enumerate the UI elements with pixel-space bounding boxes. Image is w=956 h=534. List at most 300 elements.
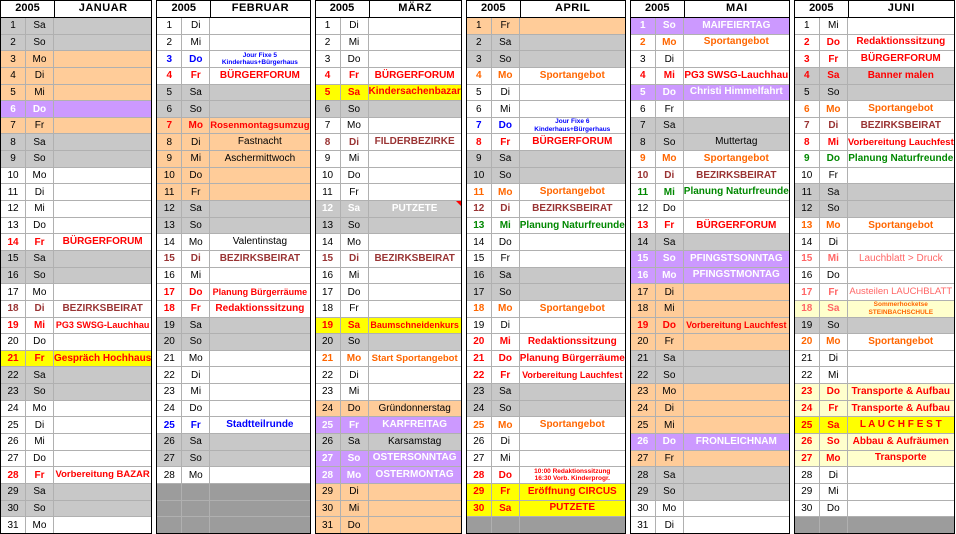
weekday-cell[interactable]: Mo — [820, 218, 848, 234]
event-cell[interactable] — [54, 417, 151, 433]
event-cell[interactable] — [54, 451, 151, 467]
event-cell[interactable] — [848, 168, 954, 184]
event-cell[interactable] — [520, 218, 625, 234]
weekday-cell[interactable]: So — [492, 284, 520, 300]
event-cell[interactable] — [210, 417, 309, 433]
day-number-cell[interactable]: 17 — [467, 284, 492, 300]
weekday-cell[interactable]: Di — [656, 51, 684, 67]
day-number-cell[interactable]: 24 — [316, 401, 341, 417]
weekday-cell[interactable]: Mi — [492, 334, 520, 350]
weekday-cell[interactable]: So — [656, 134, 684, 150]
weekday-cell[interactable]: So — [492, 401, 520, 417]
day-number-cell[interactable]: 18 — [467, 301, 492, 317]
event-cell[interactable] — [520, 501, 625, 517]
day-number-cell[interactable]: 2 — [157, 35, 182, 51]
event-cell[interactable] — [684, 201, 789, 217]
event-cell[interactable] — [210, 134, 309, 150]
weekday-cell[interactable]: Di — [820, 351, 848, 367]
day-number-cell[interactable]: 12 — [157, 201, 182, 217]
event-cell[interactable] — [54, 334, 151, 350]
event-cell[interactable] — [210, 467, 309, 483]
weekday-cell[interactable]: Di — [656, 284, 684, 300]
day-number-cell[interactable]: 10 — [631, 168, 656, 184]
weekday-cell[interactable]: So — [820, 318, 848, 334]
day-number-cell[interactable]: 24 — [1, 401, 26, 417]
day-number-cell[interactable]: 11 — [467, 184, 492, 200]
weekday-cell[interactable]: Mo — [492, 301, 520, 317]
weekday-cell[interactable]: Fr — [656, 101, 684, 117]
day-number-cell[interactable]: 30 — [1, 501, 26, 517]
weekday-cell[interactable]: So — [26, 501, 54, 517]
weekday-cell[interactable]: Do — [341, 284, 369, 300]
weekday-cell[interactable]: Mo — [341, 467, 369, 483]
event-cell[interactable] — [369, 367, 461, 383]
event-cell[interactable] — [54, 384, 151, 400]
day-number-cell[interactable]: 14 — [1, 234, 26, 250]
day-number-cell[interactable]: 18 — [795, 301, 820, 317]
weekday-cell[interactable]: Mo — [656, 151, 684, 167]
weekday-cell[interactable]: Fr — [341, 301, 369, 317]
event-cell[interactable] — [684, 234, 789, 250]
day-number-cell[interactable]: 4 — [157, 68, 182, 84]
event-cell[interactable] — [210, 351, 309, 367]
weekday-cell[interactable]: Do — [26, 451, 54, 467]
weekday-cell[interactable]: Sa — [820, 184, 848, 200]
day-number-cell[interactable]: 29 — [467, 484, 492, 500]
weekday-cell[interactable]: So — [26, 151, 54, 167]
day-number-cell[interactable]: 19 — [1, 318, 26, 334]
weekday-cell[interactable]: Mi — [492, 101, 520, 117]
day-number-cell[interactable]: 18 — [631, 301, 656, 317]
day-number-cell[interactable]: 7 — [316, 118, 341, 134]
weekday-cell[interactable]: Fr — [656, 334, 684, 350]
weekday-cell[interactable]: So — [26, 35, 54, 51]
event-cell[interactable] — [848, 118, 954, 134]
event-cell[interactable] — [369, 118, 461, 134]
event-cell[interactable] — [369, 401, 461, 417]
day-number-cell[interactable]: 14 — [795, 234, 820, 250]
event-cell[interactable] — [520, 51, 625, 67]
day-number-cell[interactable]: 1 — [1, 18, 26, 34]
weekday-cell[interactable]: Sa — [820, 68, 848, 84]
event-cell[interactable] — [520, 85, 625, 101]
event-cell[interactable] — [369, 484, 461, 500]
event-cell[interactable] — [520, 201, 625, 217]
weekday-cell[interactable]: Mi — [820, 18, 848, 34]
day-number-cell[interactable]: 8 — [1, 134, 26, 150]
weekday-cell[interactable]: Sa — [656, 351, 684, 367]
event-cell[interactable] — [848, 467, 954, 483]
weekday-cell[interactable]: Mo — [26, 401, 54, 417]
event-cell[interactable] — [210, 367, 309, 383]
weekday-cell[interactable]: Di — [26, 184, 54, 200]
event-cell[interactable] — [369, 351, 461, 367]
day-number-cell[interactable]: 28 — [1, 467, 26, 483]
day-number-cell[interactable]: 23 — [467, 384, 492, 400]
event-cell[interactable] — [54, 301, 151, 317]
day-number-cell[interactable]: 7 — [467, 118, 492, 134]
event-cell[interactable] — [520, 334, 625, 350]
event-cell[interactable] — [54, 401, 151, 417]
event-cell[interactable] — [54, 234, 151, 250]
day-number-cell[interactable]: 27 — [795, 451, 820, 467]
event-cell[interactable] — [520, 35, 625, 51]
day-number-cell[interactable]: 7 — [631, 118, 656, 134]
event-cell[interactable] — [684, 18, 789, 34]
weekday-cell[interactable]: Fr — [492, 484, 520, 500]
event-cell[interactable] — [369, 318, 461, 334]
day-number-cell[interactable]: 12 — [795, 201, 820, 217]
event-cell[interactable] — [848, 234, 954, 250]
weekday-cell[interactable]: So — [341, 334, 369, 350]
event-cell[interactable] — [848, 151, 954, 167]
weekday-cell[interactable]: Do — [492, 234, 520, 250]
day-number-cell[interactable]: 27 — [467, 451, 492, 467]
weekday-cell[interactable]: So — [492, 168, 520, 184]
event-cell[interactable] — [848, 35, 954, 51]
day-number-cell[interactable]: 5 — [1, 85, 26, 101]
weekday-cell[interactable]: Mi — [341, 501, 369, 517]
event-cell[interactable] — [684, 351, 789, 367]
day-number-cell[interactable]: 19 — [467, 318, 492, 334]
weekday-cell[interactable]: Sa — [656, 467, 684, 483]
event-cell[interactable] — [684, 151, 789, 167]
weekday-cell[interactable]: Di — [182, 134, 210, 150]
day-number-cell[interactable]: 3 — [157, 51, 182, 67]
event-cell[interactable] — [54, 35, 151, 51]
weekday-cell[interactable]: So — [492, 51, 520, 67]
day-number-cell[interactable]: 25 — [467, 417, 492, 433]
event-cell[interactable] — [54, 85, 151, 101]
weekday-cell[interactable]: Fr — [820, 51, 848, 67]
weekday-cell[interactable]: Sa — [182, 318, 210, 334]
weekday-cell[interactable]: Fr — [492, 134, 520, 150]
day-number-cell[interactable]: 29 — [631, 484, 656, 500]
event-cell[interactable] — [54, 184, 151, 200]
weekday-cell[interactable]: Sa — [182, 201, 210, 217]
weekday-cell[interactable]: So — [182, 334, 210, 350]
weekday-cell[interactable]: Mo — [26, 51, 54, 67]
weekday-cell[interactable]: Mo — [182, 234, 210, 250]
day-number-cell[interactable]: 17 — [157, 284, 182, 300]
weekday-cell[interactable]: Mi — [656, 184, 684, 200]
weekday-cell[interactable]: Fr — [656, 218, 684, 234]
day-number-cell[interactable]: 24 — [157, 401, 182, 417]
day-number-cell[interactable]: 11 — [157, 184, 182, 200]
day-number-cell[interactable]: 9 — [631, 151, 656, 167]
weekday-cell[interactable]: Mo — [26, 284, 54, 300]
event-cell[interactable] — [54, 517, 151, 533]
weekday-cell[interactable]: Di — [492, 318, 520, 334]
weekday-cell[interactable]: Fr — [26, 351, 54, 367]
event-cell[interactable] — [684, 401, 789, 417]
day-number-cell[interactable]: 6 — [316, 101, 341, 117]
day-number-cell[interactable]: 6 — [157, 101, 182, 117]
weekday-cell[interactable]: Fr — [341, 68, 369, 84]
weekday-cell[interactable]: So — [341, 451, 369, 467]
weekday-cell[interactable]: Di — [341, 18, 369, 34]
weekday-cell[interactable]: Mo — [656, 35, 684, 51]
event-cell[interactable] — [848, 301, 954, 317]
day-number-cell[interactable]: 25 — [631, 417, 656, 433]
day-number-cell[interactable]: 2 — [316, 35, 341, 51]
event-cell[interactable] — [684, 134, 789, 150]
weekday-cell[interactable]: Mo — [182, 467, 210, 483]
event-cell[interactable] — [210, 201, 309, 217]
weekday-cell[interactable]: Mi — [26, 85, 54, 101]
weekday-cell[interactable]: Fr — [492, 18, 520, 34]
day-number-cell[interactable]: 27 — [631, 451, 656, 467]
event-cell[interactable] — [210, 35, 309, 51]
day-number-cell[interactable]: 25 — [157, 417, 182, 433]
day-number-cell[interactable]: 22 — [631, 367, 656, 383]
event-cell[interactable] — [54, 351, 151, 367]
day-number-cell[interactable]: 17 — [316, 284, 341, 300]
event-cell[interactable] — [369, 517, 461, 533]
event-cell[interactable] — [848, 51, 954, 67]
event-cell[interactable] — [684, 417, 789, 433]
weekday-cell[interactable]: Do — [820, 501, 848, 517]
weekday-cell[interactable]: Sa — [492, 501, 520, 517]
weekday-cell[interactable]: Sa — [341, 318, 369, 334]
event-cell[interactable] — [210, 118, 309, 134]
event-cell[interactable] — [848, 484, 954, 500]
event-cell[interactable] — [684, 517, 789, 533]
weekday-cell[interactable]: So — [656, 251, 684, 267]
day-number-cell[interactable]: 19 — [157, 318, 182, 334]
day-number-cell[interactable]: 30 — [795, 501, 820, 517]
day-number-cell[interactable]: 23 — [157, 384, 182, 400]
event-cell[interactable] — [369, 234, 461, 250]
weekday-cell[interactable]: Mo — [26, 168, 54, 184]
weekday-cell[interactable]: Do — [26, 334, 54, 350]
event-cell[interactable] — [369, 218, 461, 234]
event-cell[interactable] — [520, 467, 625, 483]
day-number-cell[interactable]: 16 — [1, 268, 26, 284]
event-cell[interactable] — [848, 184, 954, 200]
weekday-cell[interactable]: Sa — [656, 234, 684, 250]
event-cell[interactable] — [210, 184, 309, 200]
day-number-cell[interactable]: 4 — [631, 68, 656, 84]
weekday-cell[interactable]: Mi — [341, 151, 369, 167]
weekday-cell[interactable]: Do — [341, 517, 369, 533]
weekday-cell[interactable]: So — [26, 268, 54, 284]
day-number-cell[interactable]: 10 — [795, 168, 820, 184]
event-cell[interactable] — [848, 417, 954, 433]
day-number-cell[interactable]: 8 — [157, 134, 182, 150]
day-number-cell[interactable]: 12 — [467, 201, 492, 217]
event-cell[interactable] — [684, 334, 789, 350]
day-number-cell[interactable]: 15 — [631, 251, 656, 267]
weekday-cell[interactable]: Do — [492, 351, 520, 367]
day-number-cell[interactable]: 26 — [157, 434, 182, 450]
weekday-cell[interactable]: Sa — [26, 18, 54, 34]
event-cell[interactable] — [848, 218, 954, 234]
day-number-cell[interactable]: 3 — [795, 51, 820, 67]
weekday-cell[interactable]: Mi — [820, 251, 848, 267]
event-cell[interactable] — [520, 384, 625, 400]
event-cell[interactable] — [520, 301, 625, 317]
day-number-cell[interactable]: 31 — [631, 517, 656, 533]
weekday-cell[interactable]: Di — [182, 367, 210, 383]
day-number-cell[interactable]: 8 — [467, 134, 492, 150]
day-number-cell[interactable]: 24 — [467, 401, 492, 417]
weekday-cell[interactable]: So — [820, 201, 848, 217]
event-cell[interactable] — [369, 451, 461, 467]
weekday-cell[interactable]: Mi — [820, 134, 848, 150]
weekday-cell[interactable]: So — [656, 367, 684, 383]
weekday-cell[interactable]: Mi — [26, 201, 54, 217]
day-number-cell[interactable]: 2 — [631, 35, 656, 51]
weekday-cell[interactable]: Sa — [341, 434, 369, 450]
day-number-cell[interactable]: 14 — [631, 234, 656, 250]
day-number-cell[interactable]: 6 — [467, 101, 492, 117]
event-cell[interactable] — [684, 284, 789, 300]
event-cell[interactable] — [684, 51, 789, 67]
weekday-cell[interactable]: Sa — [26, 484, 54, 500]
day-number-cell[interactable]: 10 — [316, 168, 341, 184]
weekday-cell[interactable]: Fr — [26, 234, 54, 250]
day-number-cell[interactable]: 25 — [316, 417, 341, 433]
event-cell[interactable] — [210, 284, 309, 300]
weekday-cell[interactable]: Do — [656, 201, 684, 217]
event-cell[interactable] — [848, 284, 954, 300]
event-cell[interactable] — [520, 434, 625, 450]
event-cell[interactable] — [369, 184, 461, 200]
weekday-cell[interactable]: Mi — [492, 218, 520, 234]
event-cell[interactable] — [54, 284, 151, 300]
weekday-cell[interactable]: Di — [26, 301, 54, 317]
weekday-cell[interactable]: Mi — [182, 268, 210, 284]
weekday-cell[interactable]: Mi — [26, 318, 54, 334]
day-number-cell[interactable]: 8 — [795, 134, 820, 150]
weekday-cell[interactable]: So — [182, 451, 210, 467]
weekday-cell[interactable]: Mi — [820, 367, 848, 383]
weekday-cell[interactable]: Mi — [656, 301, 684, 317]
day-number-cell[interactable]: 22 — [316, 367, 341, 383]
day-number-cell[interactable]: 9 — [157, 151, 182, 167]
event-cell[interactable] — [848, 401, 954, 417]
weekday-cell[interactable]: Fr — [656, 451, 684, 467]
event-cell[interactable] — [369, 35, 461, 51]
event-cell[interactable] — [369, 251, 461, 267]
day-number-cell[interactable]: 13 — [316, 218, 341, 234]
event-cell[interactable] — [848, 101, 954, 117]
day-number-cell[interactable]: 2 — [1, 35, 26, 51]
day-number-cell[interactable]: 20 — [795, 334, 820, 350]
event-cell[interactable] — [684, 35, 789, 51]
day-number-cell[interactable]: 31 — [316, 517, 341, 533]
weekday-cell[interactable]: Mi — [341, 384, 369, 400]
weekday-cell[interactable]: Do — [341, 401, 369, 417]
day-number-cell[interactable]: 26 — [1, 434, 26, 450]
day-number-cell[interactable]: 17 — [795, 284, 820, 300]
day-number-cell[interactable]: 11 — [1, 184, 26, 200]
weekday-cell[interactable]: Sa — [341, 201, 369, 217]
day-number-cell[interactable]: 29 — [1, 484, 26, 500]
event-cell[interactable] — [369, 467, 461, 483]
day-number-cell[interactable]: 21 — [1, 351, 26, 367]
weekday-cell[interactable]: Fr — [341, 184, 369, 200]
event-cell[interactable] — [369, 68, 461, 84]
day-number-cell[interactable]: 23 — [795, 384, 820, 400]
event-cell[interactable] — [684, 501, 789, 517]
day-number-cell[interactable]: 7 — [1, 118, 26, 134]
weekday-cell[interactable]: Di — [341, 484, 369, 500]
day-number-cell[interactable]: 16 — [631, 268, 656, 284]
weekday-cell[interactable]: Fr — [820, 168, 848, 184]
event-cell[interactable] — [684, 301, 789, 317]
day-number-cell[interactable]: 13 — [795, 218, 820, 234]
day-number-cell[interactable]: 1 — [157, 18, 182, 34]
day-number-cell[interactable]: 23 — [1, 384, 26, 400]
day-number-cell[interactable]: 21 — [316, 351, 341, 367]
day-number-cell[interactable]: 13 — [467, 218, 492, 234]
weekday-cell[interactable]: Do — [656, 318, 684, 334]
event-cell[interactable] — [54, 467, 151, 483]
day-number-cell[interactable]: 5 — [795, 85, 820, 101]
weekday-cell[interactable]: So — [182, 101, 210, 117]
weekday-cell[interactable]: Mo — [820, 334, 848, 350]
weekday-cell[interactable]: Do — [820, 268, 848, 284]
event-cell[interactable] — [684, 168, 789, 184]
weekday-cell[interactable]: Mi — [820, 484, 848, 500]
event-cell[interactable] — [520, 68, 625, 84]
day-number-cell[interactable]: 22 — [795, 367, 820, 383]
day-number-cell[interactable]: 21 — [467, 351, 492, 367]
event-cell[interactable] — [210, 318, 309, 334]
event-cell[interactable] — [684, 251, 789, 267]
weekday-cell[interactable]: Sa — [182, 434, 210, 450]
event-cell[interactable] — [520, 367, 625, 383]
event-cell[interactable] — [54, 51, 151, 67]
weekday-cell[interactable]: Mi — [341, 268, 369, 284]
day-number-cell[interactable]: 20 — [467, 334, 492, 350]
event-cell[interactable] — [684, 467, 789, 483]
event-cell[interactable] — [684, 451, 789, 467]
day-number-cell[interactable]: 29 — [795, 484, 820, 500]
weekday-cell[interactable]: Di — [820, 118, 848, 134]
day-number-cell[interactable]: 4 — [316, 68, 341, 84]
weekday-cell[interactable]: Sa — [492, 268, 520, 284]
day-number-cell[interactable]: 8 — [316, 134, 341, 150]
day-number-cell[interactable]: 10 — [467, 168, 492, 184]
weekday-cell[interactable]: Mo — [820, 451, 848, 467]
day-number-cell[interactable]: 6 — [631, 101, 656, 117]
day-number-cell[interactable]: 26 — [795, 434, 820, 450]
event-cell[interactable] — [684, 118, 789, 134]
weekday-cell[interactable]: Mi — [341, 35, 369, 51]
event-cell[interactable] — [520, 451, 625, 467]
event-cell[interactable] — [369, 51, 461, 67]
weekday-cell[interactable]: Do — [656, 434, 684, 450]
weekday-cell[interactable]: So — [656, 484, 684, 500]
weekday-cell[interactable]: Sa — [182, 85, 210, 101]
day-number-cell[interactable]: 3 — [467, 51, 492, 67]
day-number-cell[interactable]: 30 — [631, 501, 656, 517]
day-number-cell[interactable]: 23 — [631, 384, 656, 400]
event-cell[interactable] — [54, 251, 151, 267]
event-cell[interactable] — [520, 484, 625, 500]
day-number-cell[interactable]: 14 — [157, 234, 182, 250]
day-number-cell[interactable]: 16 — [467, 268, 492, 284]
day-number-cell[interactable]: 18 — [1, 301, 26, 317]
weekday-cell[interactable]: Di — [26, 417, 54, 433]
weekday-cell[interactable]: Do — [656, 85, 684, 101]
event-cell[interactable] — [210, 301, 309, 317]
event-cell[interactable] — [210, 85, 309, 101]
weekday-cell[interactable]: Fr — [820, 401, 848, 417]
